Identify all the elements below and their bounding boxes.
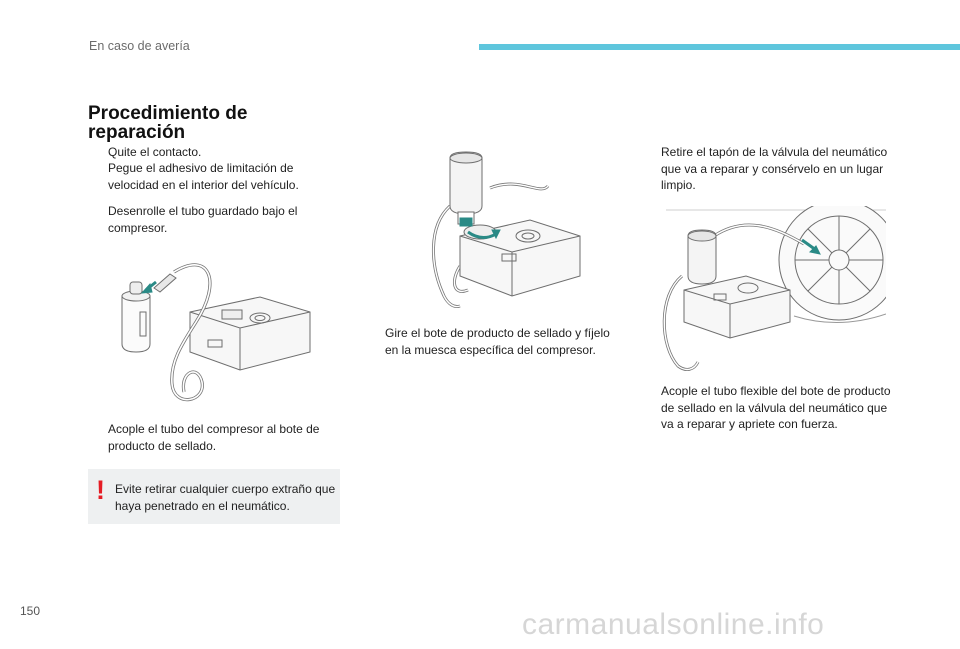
step-4 bbox=[89, 421, 329, 454]
illustration-valve-connection bbox=[654, 206, 886, 374]
step-text: Acople el tubo flexible del bote de producto de sellado en la válvula del neumático que va a reparar y apriete con fuerza. bbox=[661, 384, 891, 431]
step-6 bbox=[642, 144, 892, 194]
step-text: Gire el bote de producto de sellado y fíjelo en la muesca específica del compresor. bbox=[385, 326, 610, 357]
step-5 bbox=[366, 325, 610, 358]
step-3 bbox=[89, 203, 329, 236]
running-header: En caso de avería bbox=[89, 39, 190, 53]
warning-icon: ! bbox=[96, 475, 105, 505]
step-text: Quite el contacto. bbox=[108, 145, 202, 159]
step-text: Desenrolle el tubo guardado bajo el compresor. bbox=[108, 204, 298, 235]
page-number: 150 bbox=[20, 604, 41, 618]
illustration-bottle-rotation bbox=[420, 146, 592, 316]
step-text: Retire el tapón de la válvula del neumático que va a reparar y consérvelo en un lugar limpio. bbox=[661, 145, 888, 192]
watermark: carmanualsonline.info bbox=[522, 608, 825, 641]
section-title-line-1: Procedimiento de bbox=[88, 103, 248, 124]
step-text: Acople el tubo del compresor al bote de producto de sellado. bbox=[108, 422, 320, 453]
warning-box bbox=[88, 469, 340, 524]
step-2 bbox=[89, 160, 329, 193]
header-accent-bar bbox=[479, 44, 960, 50]
illustration-tube-to-bottle bbox=[110, 252, 322, 412]
step-1 bbox=[89, 144, 329, 161]
warning-text: Evite retirar cualquier cuerpo extraño que haya penetrado en el neumático. bbox=[115, 482, 336, 513]
section-title-line-2: reparación bbox=[88, 122, 186, 143]
step-text: Pegue el adhesivo de limitación de velocidad en el interior del vehículo. bbox=[108, 161, 299, 192]
section-title bbox=[88, 104, 247, 142]
step-7 bbox=[642, 383, 892, 433]
